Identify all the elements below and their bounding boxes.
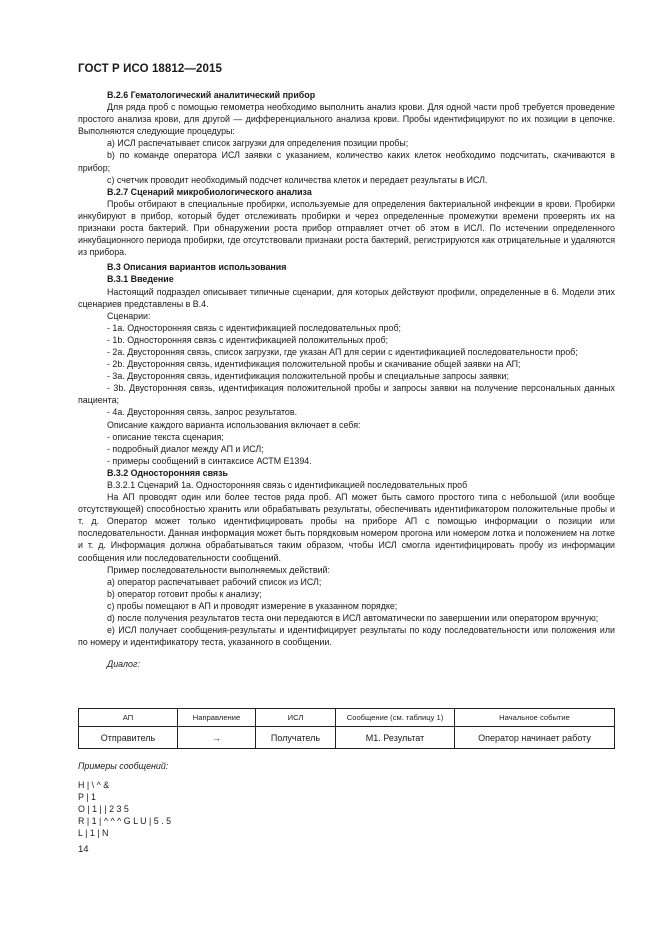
table-header-cell: АП xyxy=(79,709,178,727)
list-item: c) пробы помещают в АП и проводят измерение в указанном порядке; xyxy=(107,600,398,611)
list-item: b) оператор готовит пробы к анализу; xyxy=(107,588,262,599)
paragraph: На АП проводят один или более тестов ряда проб. АП может быть самого простого типа с небольшой (или вообще отсутствующей) способностью хранить или обрабатывать результаты, обеспечивать идентификатором положительные пробы и т. д. Оператор может только идентифицировать пробы на приборе АП с помощью информации о позиции или последовательности. Данная информация может быть порядковым номером прогона или номером лотка и положением на лотке и т. д. Информация должна обрабатываться таким образом, чтобы ИСЛ смогла идентифицировать пробу из информации сообщения или последовательности сообщений. xyxy=(78,492,615,563)
scenarios-label: Сценарии: xyxy=(107,310,151,321)
list-item: c) счетчик проводит необходимый подсчет количества клеток и передает результаты в ИСЛ. xyxy=(107,174,488,185)
paragraph: Пробы отбирают в специальные пробирки, используемые для определения бактериальной инфекции в крови. Пробирки инкубируют в прибор, который будет отслеживать пробирки и через определенные промежутки времени проверять их на признаки роста бактерий. При обнаружении роста прибор отправляет отчет об этом в ИСЛ. По истечении определенного инкубационного периода пробирки, где отсутствовали признаки роста бактерий, регистрируются как отрицательные и удаляются из прибора. xyxy=(78,198,615,258)
list-item: d) после получения результатов теста они передаются в ИСЛ автоматически по завершении или оператором вручную; xyxy=(107,613,599,624)
message-line: L | 1 | N xyxy=(78,828,109,839)
list-item: - 2b. Двусторонняя связь, идентификация положительной пробы и скачивание общей заявки на АП; xyxy=(107,359,521,370)
dialog-label: Диалог: xyxy=(107,659,140,670)
list-item: - 3b. Двусторонняя связь, идентификация положительной пробы и запросы заявки на получение персональных данных пациента; xyxy=(78,383,615,406)
section-heading-b26: B.2.6 Гематологический аналитический прибор xyxy=(107,90,316,100)
message-line: P | 1 xyxy=(78,792,96,803)
list-item: - 4a. Двусторонняя связь, запрос результатов. xyxy=(107,407,298,418)
message-line: R | 1 | ^ ^ ^ G L U | 5 . 5 xyxy=(78,816,172,827)
message-line: H | \ ^ & xyxy=(78,780,110,790)
section-heading-b27: B.2.7 Сценарий микробиологического анализа xyxy=(107,186,312,197)
examples-label: Примеры сообщений: xyxy=(78,761,169,771)
list-item: - 2a. Двусторонняя связь, список загрузки, где указан АП для серии с идентификацией последовательности проб; xyxy=(107,346,578,357)
document-body xyxy=(78,89,615,670)
table-cell: Оператор начинает работу xyxy=(455,727,615,749)
list-item: а) оператор распечатывает рабочий список из ИСЛ; xyxy=(107,576,322,587)
message-line: O | 1 | | 2 3 5 xyxy=(78,804,129,815)
table-cell: M1. Результат xyxy=(336,727,455,749)
paragraph: Настоящий подраздел описывает типичные сценарии, для которых действуют профили, определенные в 6. Модели этих сценариев представлены в B.4. xyxy=(78,286,615,309)
direction-arrow: → xyxy=(178,727,256,749)
list-item: - подробный диалог между АП и ИСЛ; xyxy=(107,443,264,454)
page-header: ГОСТ Р ИСО 18812—2015 xyxy=(78,63,223,75)
section-heading-b3: B.3 Описания вариантов использования xyxy=(107,262,287,273)
subsection-heading-b321: B.3.2.1 Сценарий 1а. Односторонняя связь с идентификацией последовательных проб xyxy=(107,480,468,490)
list-item: - 3a. Двусторонняя связь, идентификация положительной пробы и специальные запросы заявки; xyxy=(107,371,509,382)
list-item: - 1а. Односторонняя связь с идентификацией последовательных проб; xyxy=(107,322,402,333)
list-item: а) ИСЛ распечатывает список загрузки для определения позиции пробы; xyxy=(107,138,409,149)
list-item: b) по команде оператора ИСЛ заявки с указанием, количество каких клеток необходимо подсчитать, скачиваются в прибор; xyxy=(78,150,615,173)
table-cell: Получатель xyxy=(256,727,336,749)
section-heading-b31: B.3.1 Введение xyxy=(107,274,174,285)
example-label: Пример последовательности выполняемых действий: xyxy=(107,564,330,575)
message-examples xyxy=(78,779,171,839)
dialog-table xyxy=(78,708,615,749)
list-item: - описание текста сценария; xyxy=(107,431,224,442)
paragraph: Для ряда проб с помощью гемометра необходимо выполнить анализ крови. Для одной части проб требуется проведение простого анализа крови, для другой — дифференциального анализа крови. Пробы идентифицируют по их позиции в цепочке. Выполняются следующие процедуры: xyxy=(78,102,615,137)
table-header-cell: Начальное событие xyxy=(455,709,615,727)
table-header-cell: ИСЛ xyxy=(256,709,336,727)
section-heading-b32: B.3.2 Односторонняя связь xyxy=(107,467,228,478)
list-item: - 1b. Односторонняя связь с идентификацией положительных проб; xyxy=(107,334,388,345)
page-number: 14 xyxy=(78,844,89,855)
table-cell: Отправитель xyxy=(79,727,178,749)
table-header-cell: Сообщение (см. таблицу 1) xyxy=(336,709,455,727)
description-label: Описание каждого варианта использования включает в себя: xyxy=(107,419,361,430)
table-row xyxy=(79,727,615,749)
table-header-cell: Направление xyxy=(178,709,256,727)
list-item: - примеры сообщений в синтаксисе АСТМ Е1394. xyxy=(107,455,312,466)
table-header-row xyxy=(79,709,615,727)
list-item: e) ИСЛ получает сообщения-результаты и идентифицирует результаты по коду последовательности или положения или по номеру и идентификатору теста, указанного в сообщении. xyxy=(78,625,615,648)
